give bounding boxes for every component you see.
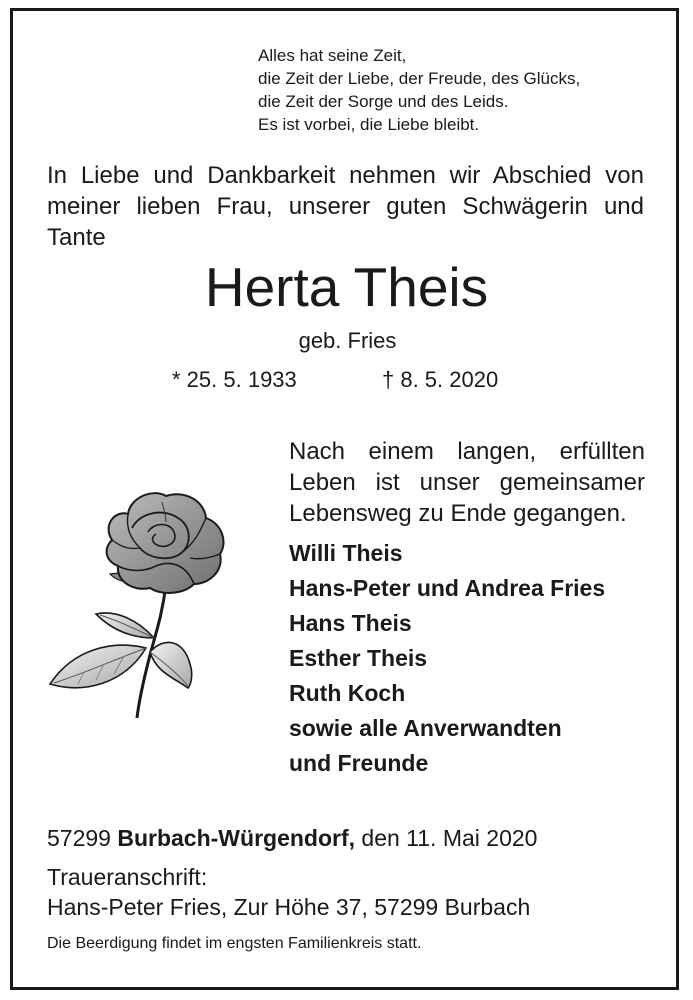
message-line: Leben ist unser gemeinsamer [289,469,645,496]
intro-text [47,160,647,253]
poem-line: die Zeit der Sorge und des Leids. [258,92,509,111]
mourner-name: Hans Theis [289,610,412,636]
place-date-line [47,822,537,854]
poem-line: Es ist vorbei, die Liebe bleibt. [258,115,480,134]
birth-date: * 25. 5. 1933 [172,367,297,392]
mourner-name: Ruth Koch [289,680,406,706]
maiden-name: geb. Fries [298,328,397,353]
poem-line: die Zeit der Liebe, der Freude, des Glücks, [258,69,581,88]
message-line: Lebensweg zu Ende gegangen. [289,500,627,527]
mourner-name: Willi Theis [289,540,403,566]
intro-line: meiner lieben Frau, unserer guten Schwägerin und [47,193,644,220]
death-date: † 8. 5. 2020 [382,367,499,392]
poem-verse [258,44,658,136]
notice-date: den 11. Mai 2020 [361,825,538,851]
postcode: 57299 [47,825,111,851]
funeral-note: Die Beerdigung findet im engsten Familienkreis statt. [47,935,422,952]
mourner-name: Esther Theis [289,645,428,671]
mourners-list [289,536,659,781]
intro-line: In Liebe und Dankbarkeit nehmen wir Abschied von [47,162,644,189]
message-line: Nach einem langen, erfüllten [289,438,645,465]
mourner-name: und Freunde [289,750,429,776]
deceased-name: Herta Theis [204,256,489,318]
address-label: Traueranschrift: [47,864,208,890]
mourner-name: Hans-Peter und Andrea Fries [289,575,606,601]
poem-line: Alles hat seine Zeit, [258,46,407,65]
intro-line: Tante [47,224,106,251]
mourner-name: sowie alle Anverwandten [289,715,562,741]
rose-icon [44,488,244,720]
mourning-address: Hans-Peter Fries, Zur Höhe 37, 57299 Burbach [47,894,531,920]
place-name: Burbach-Würgendorf, [117,825,356,851]
farewell-message [289,436,645,529]
